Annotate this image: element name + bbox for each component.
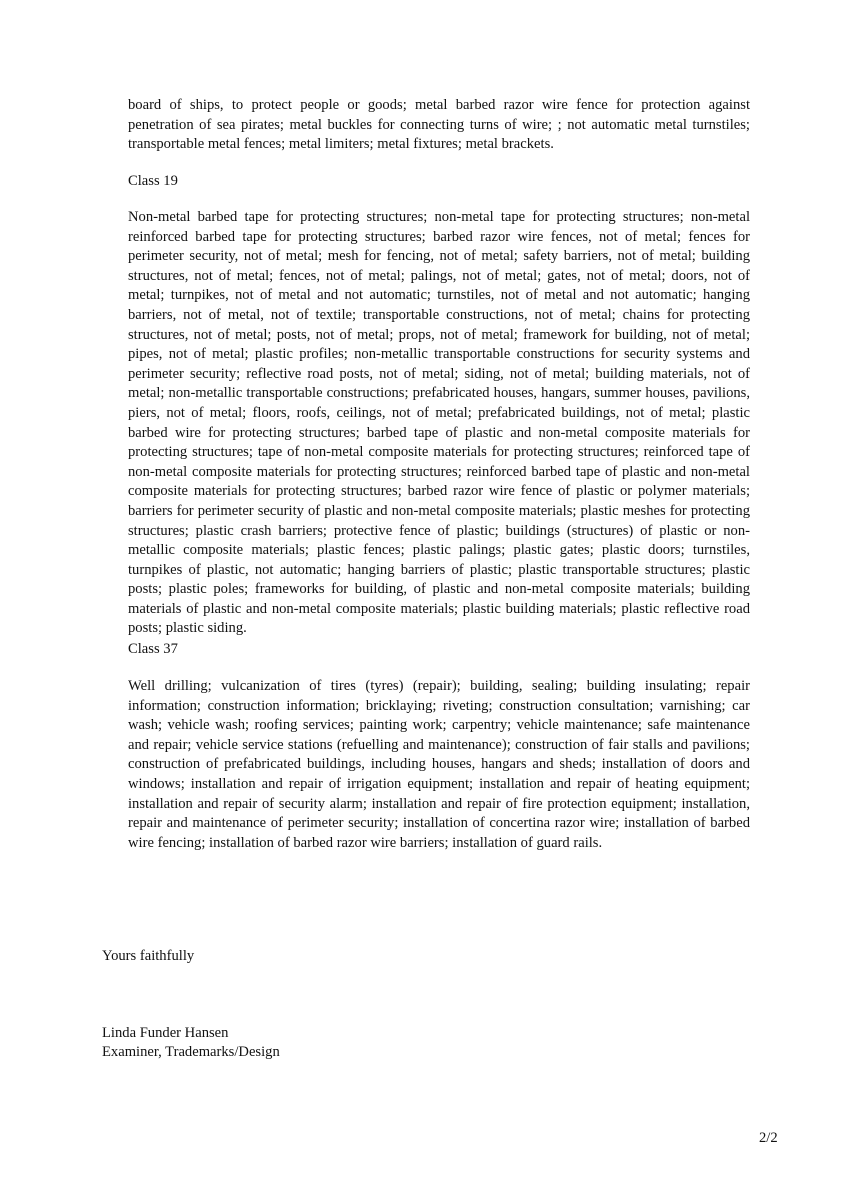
paragraph-text: Non-metal barbed tape for protecting structures; non-metal tape for protecting structures; non-metal reinforced barbed tape for protecting structures; barbed razor wire fences, not of metal; fences for perimeter security, not of metal; mesh for fencing, not of metal; safety barriers, not of metal; building structures, not of metal; fences, not of metal; palings, not of metal; gates, not of metal; doors, not of metal; turnpikes, not of metal and not automatic; turnstiles, not of metal and not automatic; hanging barriers, not of metal, not of textile; transportable constructions, not of metal; chains for protecting structures, not of metal; posts, not of metal; props, not of metal; framework for building, not of metal; pipes, not of metal; plastic profiles; non-metallic transportable constructions for security systems and perimeter security; reflective road posts, not of metal; siding, not of metal; building materials, not of metal; non-metallic transportable constructions; prefabricated houses, hangars, summer houses, pavilions, piers, not of metal; floors, roofs, ceilings, not of metal; prefabricated buildings, not of metal; plastic barbed wire for protecting structures; barbed tape of plastic and non-metal composite materials for protecting structures; tape of non-metal composite materials for protecting structures; reinforced tape of non-metal composite materials for protecting structures; reinforced barbed tape of plastic and non-metal composite materials for protecting structures; barbed razor wire fence of plastic or polymer materials; barriers for perimeter security of plastic and non-metal composite materials; plastic meshes for protecting structures; plastic crash barriers; protective fence of plastic; buildings (structures) of plastic or non-metallic composite materials; plastic fences; plastic palings; plastic gates; plastic doors; turnstiles, turnpikes of plastic, not automatic; hanging barriers of plastic; plastic transportable structures; plastic posts; plastic poles; frameworks for building, of plastic and non-metal composite materials; building materials of plastic and non-metal composite materials; plastic building materials; plastic reflective road posts; plastic siding. (128, 209, 750, 637)
class-19-heading: Class 19 (128, 173, 178, 189)
signatory-title: Examiner, Trademarks/Design (102, 1044, 280, 1060)
class-37-heading: Class 37 (128, 641, 178, 657)
signatory-name: Linda Funder Hansen (102, 1025, 229, 1041)
page-number: 2/2 (759, 1130, 778, 1146)
continuation-paragraph (128, 96, 750, 155)
class-37-paragraph (128, 677, 750, 853)
closing-salutation: Yours faithfully (102, 948, 195, 964)
paragraph-text: Well drilling; vulcanization of tires (tyres) (repair); building, sealing; building insulating; repair information; construction information; bricklaying; riveting; construction consultation; varnishing; car wash; vehicle wash; roofing services; painting work; carpentry; vehicle maintenance; safe maintenance and repair; vehicle service stations (refuelling and maintenance); construction of fair stalls and pavilions; construction of prefabricated buildings, including houses, hangars and sheds; installation of doors and windows; installation and repair of irrigation equipment; installation and repair of heating equipment; installation and repair of security alarm; installation and repair of fire protection equipment; installation, repair and maintenance of perimeter security; installation of concertina razor wire; installation of barbed wire fencing; installation of barbed razor wire barriers; installation of guard rails. (128, 678, 750, 851)
paragraph-text: board of ships, to protect people or goods; metal barbed razor wire fence for protection against penetration of sea pirates; metal buckles for connecting turns of wire; ; not automatic metal turnstiles; transportable metal fences; metal limiters; metal fixtures; metal brackets. (128, 97, 750, 153)
class-19-paragraph (128, 208, 750, 639)
